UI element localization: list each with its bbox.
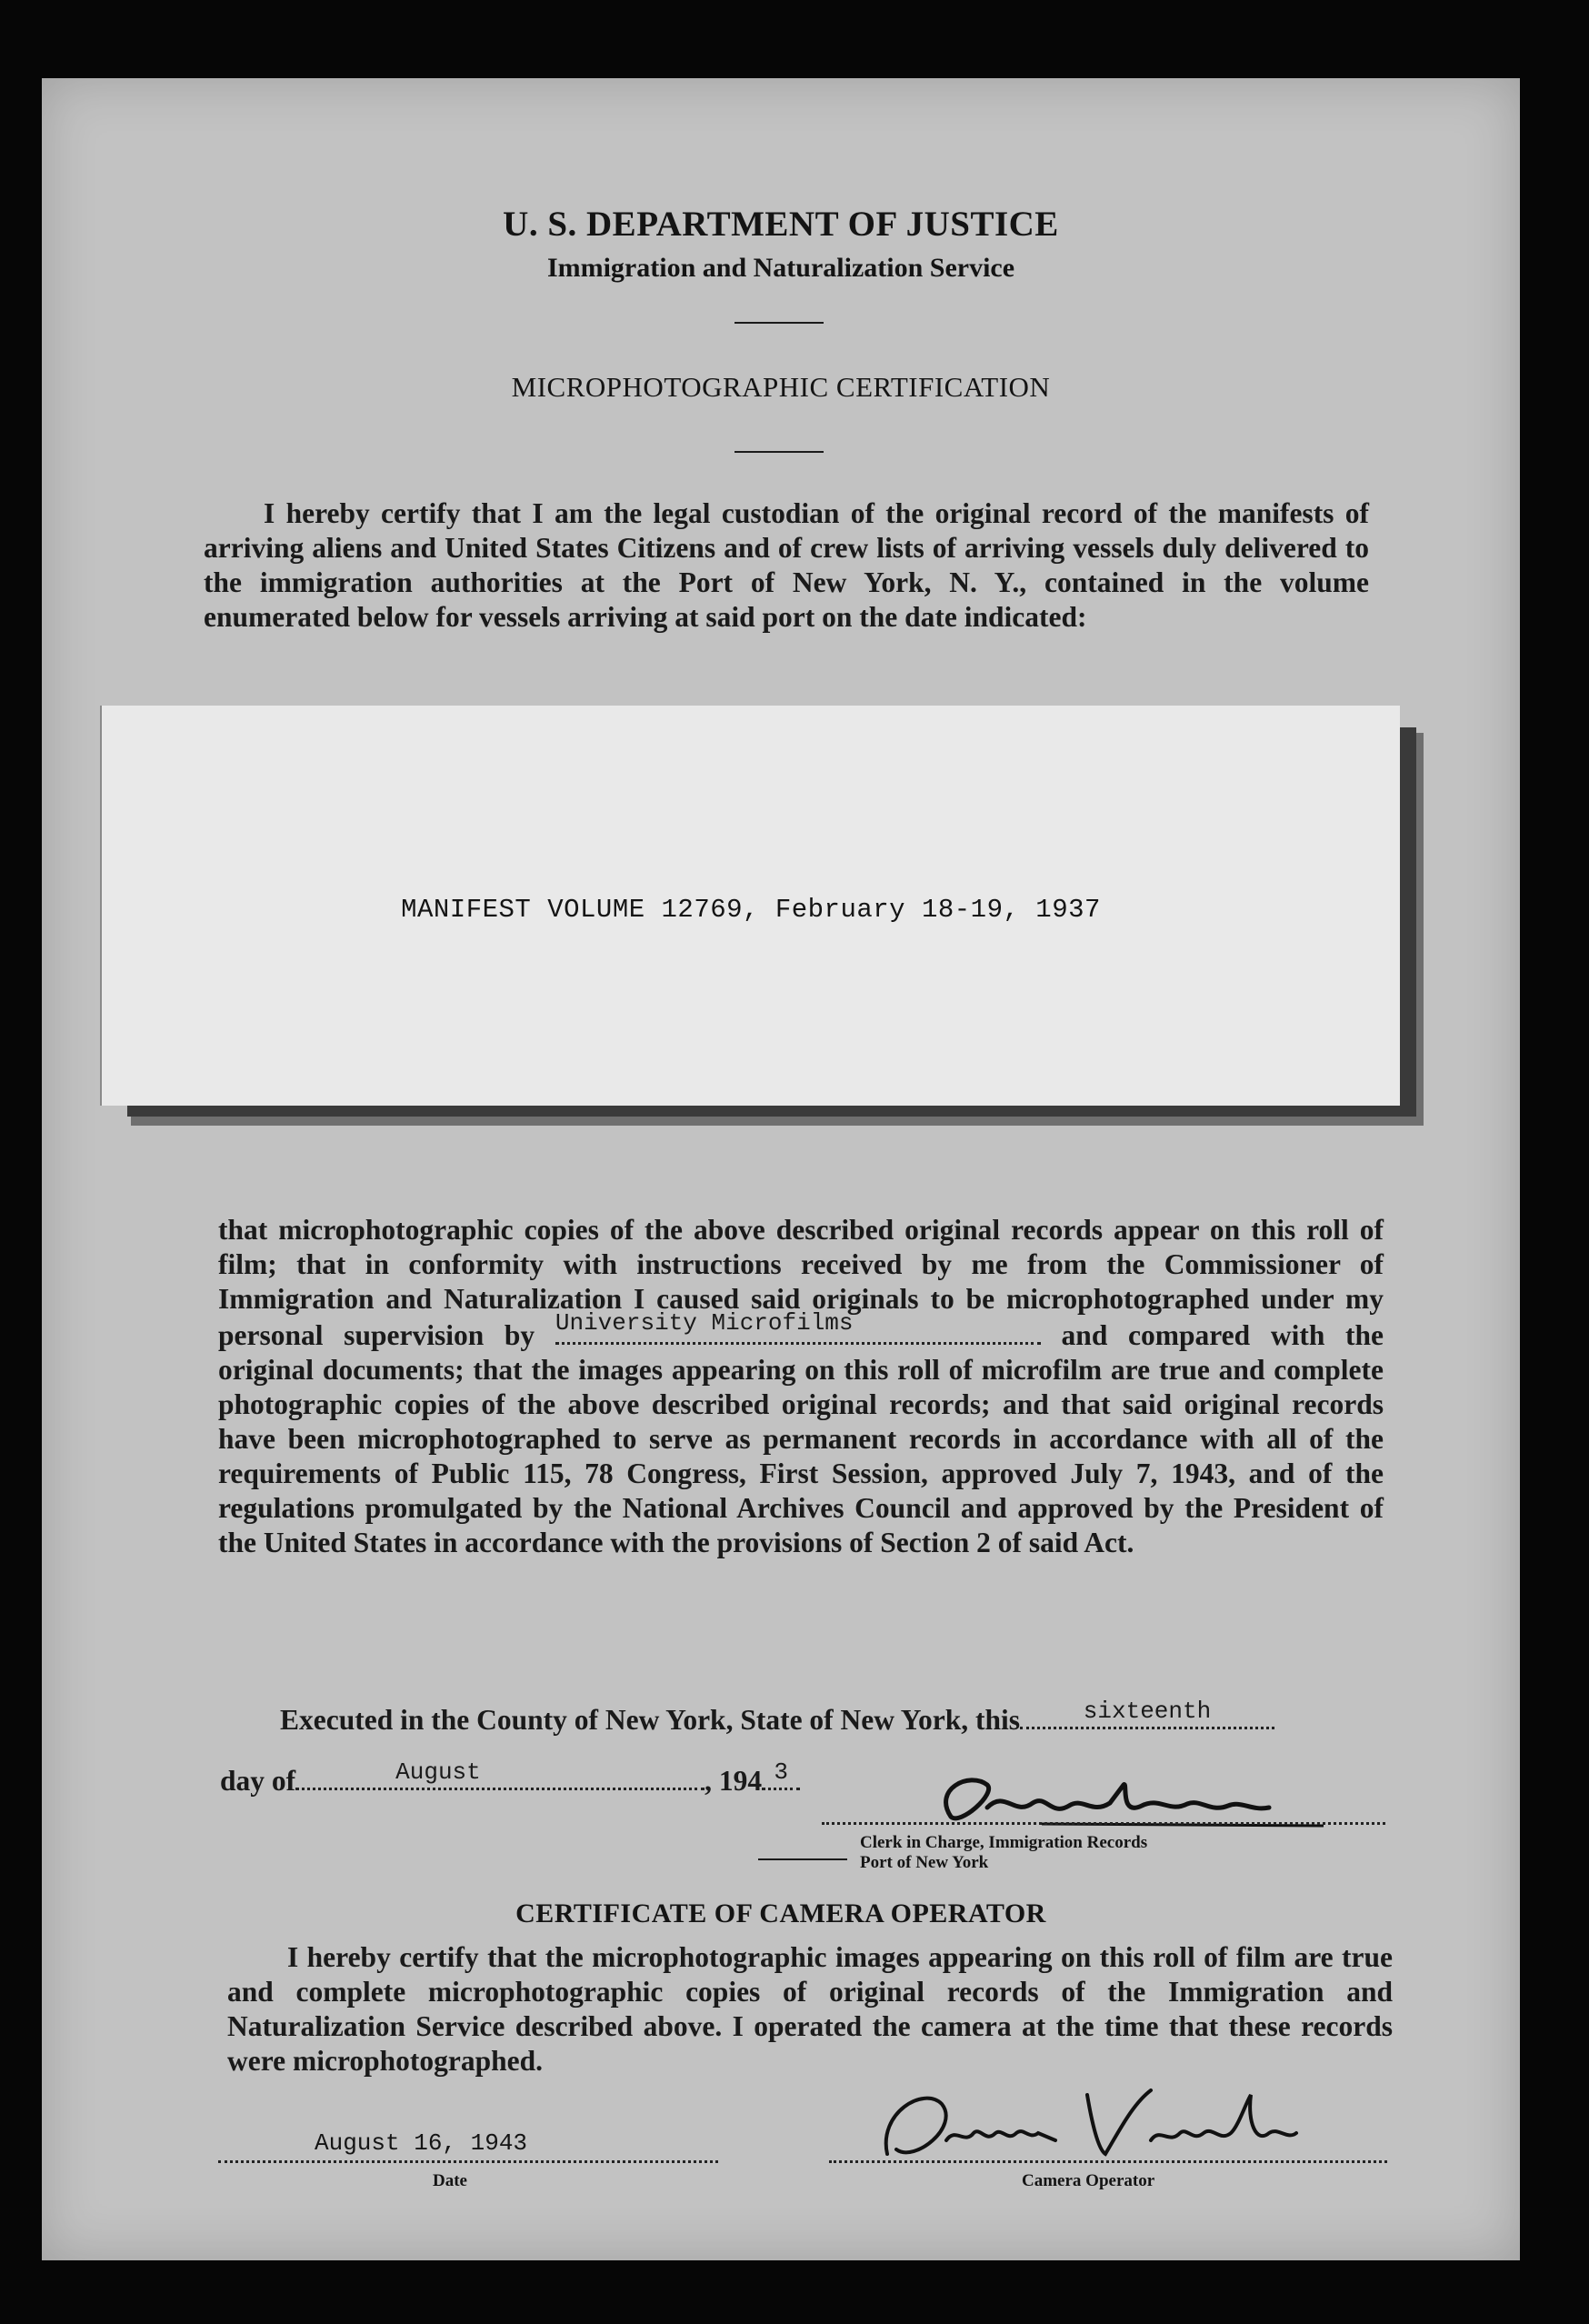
date-line bbox=[218, 2160, 718, 2163]
filmed-by-value: University Microfilms bbox=[555, 1309, 854, 1337]
volume-slip bbox=[100, 706, 1400, 1106]
clerk-title-line1: Clerk in Charge, Immigration Records bbox=[860, 1833, 1148, 1852]
execution-prefix: Executed in the County of New York, State of New York, this bbox=[280, 1704, 1021, 1736]
execution-month-field bbox=[295, 1758, 705, 1790]
year-prefix: , 194 bbox=[705, 1765, 763, 1797]
divider bbox=[735, 322, 824, 324]
certification-body bbox=[218, 1213, 1384, 1560]
camera-operator-heading: CERTIFICATE OF CAMERA OPERATOR bbox=[515, 1898, 1046, 1928]
department-title: U. S. DEPARTMENT OF JUSTICE bbox=[503, 205, 1059, 244]
execution-year-value: 3 bbox=[774, 1758, 788, 1786]
day-of-label: day of bbox=[220, 1765, 296, 1797]
certification-title: MICROPHOTOGRAPHIC CERTIFICATION bbox=[511, 371, 1051, 403]
execution-month-value: August bbox=[395, 1758, 481, 1786]
volume-slip-text: MANIFEST VOLUME 12769, February 18-19, 1937 bbox=[401, 895, 1101, 925]
body-text-before: that microphotographic copies of the above described original records appear on this roll of film; that in conformity with instructions received by me from the Commissioner of Immigration and Naturalization I caused said originals to be microphotographed under my personal supervision by bbox=[218, 1214, 1384, 1351]
service-subtitle: Immigration and Naturalization Service bbox=[546, 253, 1015, 283]
certificate-page bbox=[42, 78, 1520, 2260]
execution-month-line bbox=[220, 1758, 800, 1798]
execution-day-value: sixteenth bbox=[1083, 1698, 1212, 1725]
clerk-title-line2: Port of New York bbox=[860, 1853, 989, 1872]
camera-operator-signature-line bbox=[829, 2160, 1387, 2163]
date-label: Date bbox=[433, 2171, 467, 2190]
date-value: August 16, 1943 bbox=[315, 2129, 528, 2157]
execution-year-field bbox=[762, 1758, 800, 1790]
execution-day-field bbox=[1020, 1698, 1274, 1729]
execution-line bbox=[280, 1698, 1274, 1737]
divider bbox=[735, 451, 824, 453]
filmed-by-field bbox=[555, 1309, 1041, 1345]
body-text-after: and compared with the original documents; that the images appearing on this roll of microfilm are true and complete photographic copies of the above described original records; and that said original records have been microphotographed to serve as permanent records in accordance with all of the requirements of Public 115, 78 Congress, First Session, approved July 7, 1943, and of the regulations promulgated by the National Archives Council and approved by the President of the United States in accordance with the provisions of Section 2 of said Act. bbox=[218, 1319, 1384, 1558]
divider bbox=[758, 1858, 847, 1860]
camera-operator-statement: I hereby certify that the microphotographic images appearing on this roll of film are true and complete microphotographic copies of original records of the Immigration and Naturalization Service described above. I operated the camera at the time that these records were microphotographed. bbox=[227, 1941, 1393, 2077]
clerk-signature-line bbox=[822, 1822, 1385, 1825]
intro-paragraph: I hereby certify that I am the legal custodian of the original record of the manifests of arriving aliens and United States Citizens and of crew lists of arriving vessels duly delivered to the immigration authorities at the Port of New York, N. Y., contained in the volume enumerated below for vessels arriving at said port on the date indicated: bbox=[204, 497, 1369, 633]
camera-operator-label: Camera Operator bbox=[1022, 2171, 1155, 2190]
